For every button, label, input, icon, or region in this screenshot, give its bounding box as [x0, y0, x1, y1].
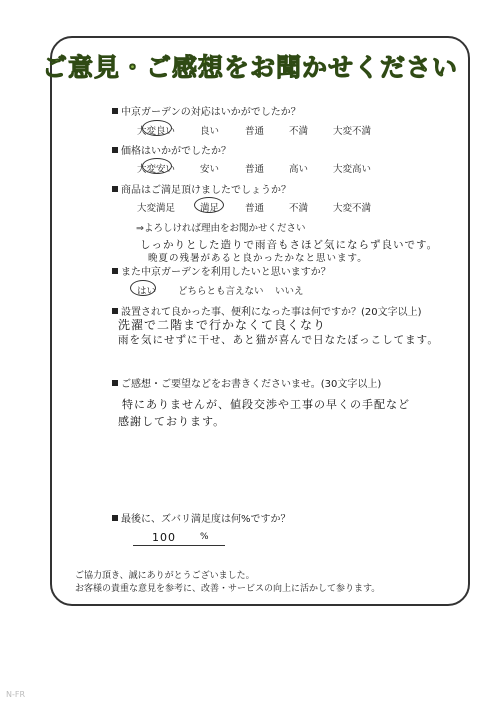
bullet-square-icon — [112, 268, 118, 274]
question-4 — [112, 263, 331, 278]
q2-option-2: 安い — [200, 164, 220, 175]
bullet-square-icon — [112, 380, 118, 386]
q3-handwritten-line-1: しっかりとした造りで雨音もさほど気にならず良いです。 — [140, 239, 439, 251]
q6-handwritten-line-2: 感謝しております。 — [118, 415, 226, 428]
bullet-square-icon — [112, 515, 118, 521]
question-3-label: 商品はご満足頂けましたでしょうか？ — [121, 185, 291, 196]
q3-option-1: 大変満足 — [137, 203, 176, 214]
q2-option-4: 高い — [289, 164, 309, 175]
q3-reason-prompt: ⇒よろしければ理由をお聞かせください — [136, 223, 306, 234]
bullet-square-icon — [112, 308, 118, 314]
q1-option-5: 大変不満 — [333, 126, 372, 137]
question-5-label: 設置されて良かった事、便利になった事は何ですか？(20文字以上) — [121, 307, 422, 318]
question-4-label: また中京ガーデンを利用したいと思いますか？ — [121, 267, 331, 278]
page-title: ご意見・ご感想をお聞かせください — [41, 53, 458, 82]
q3-selected-circle — [194, 197, 224, 213]
question-7-label: 最後に、ズバリ満足度は何%ですか？ — [121, 514, 291, 525]
q2-option-1: 大変安い — [137, 164, 176, 175]
q1-selected-circle — [142, 120, 172, 136]
bullet-square-icon — [112, 108, 118, 114]
q1-option-3: 普通 — [245, 126, 265, 137]
question-1-label: 中京ガーデンの対応はいかがでしたか？ — [121, 107, 301, 118]
bullet-square-icon — [112, 147, 118, 153]
q4-option-1: はい — [137, 286, 157, 297]
question-7 — [112, 510, 291, 525]
footer-improvement: お客様の貴重な意見を参考に、改善・サービスの向上に活かして参ります。 — [75, 584, 381, 594]
q4-option-3: いいえ — [275, 286, 304, 297]
q2-selected-circle — [142, 158, 172, 174]
q3-handwritten-line-2: 晩夏の残暑があると良かったかなと思います。 — [148, 253, 368, 264]
q7-answer-underline — [133, 545, 225, 546]
q5-handwritten-line-2: 雨を気にせずに干せ、あと猫が喜んで日なたぼっこしてます。 — [118, 334, 439, 346]
q3-option-5: 大変不満 — [333, 203, 372, 214]
q2-option-3: 普通 — [245, 164, 265, 175]
bullet-square-icon — [112, 186, 118, 192]
q7-percent-unit: % — [200, 532, 210, 542]
q4-selected-circle — [130, 280, 156, 296]
q3-option-2: 満足 — [200, 203, 220, 214]
footer-thanks: ご協力頂き、誠にありがとうございました。 — [75, 571, 255, 581]
q7-handwritten-value: 100 — [152, 531, 176, 544]
q3-option-3: 普通 — [245, 203, 265, 214]
question-3 — [112, 181, 291, 196]
q5-handwritten-line-1: 洗濯で二階まで行かなくて良くなり — [118, 318, 327, 332]
q1-option-2: 良い — [200, 126, 220, 137]
question-1 — [112, 103, 301, 118]
corner-mark: N-FR — [6, 690, 26, 699]
question-2 — [112, 142, 231, 157]
question-2-label: 価格はいかがでしたか？ — [121, 146, 231, 157]
q2-option-5: 大変高い — [333, 164, 372, 175]
q4-option-2: どちらとも言えない — [178, 286, 264, 297]
q3-option-4: 不満 — [289, 203, 309, 214]
q1-option-1: 大変良い — [137, 126, 176, 137]
q6-handwritten-line-1: 特にありませんが、値段交渉や工事の早くの手配など — [122, 398, 410, 411]
question-6-label: ご感想・ご要望などをお書きくださいませ。(30文字以上) — [121, 379, 382, 390]
q1-option-4: 不満 — [289, 126, 309, 137]
question-6 — [112, 375, 381, 390]
